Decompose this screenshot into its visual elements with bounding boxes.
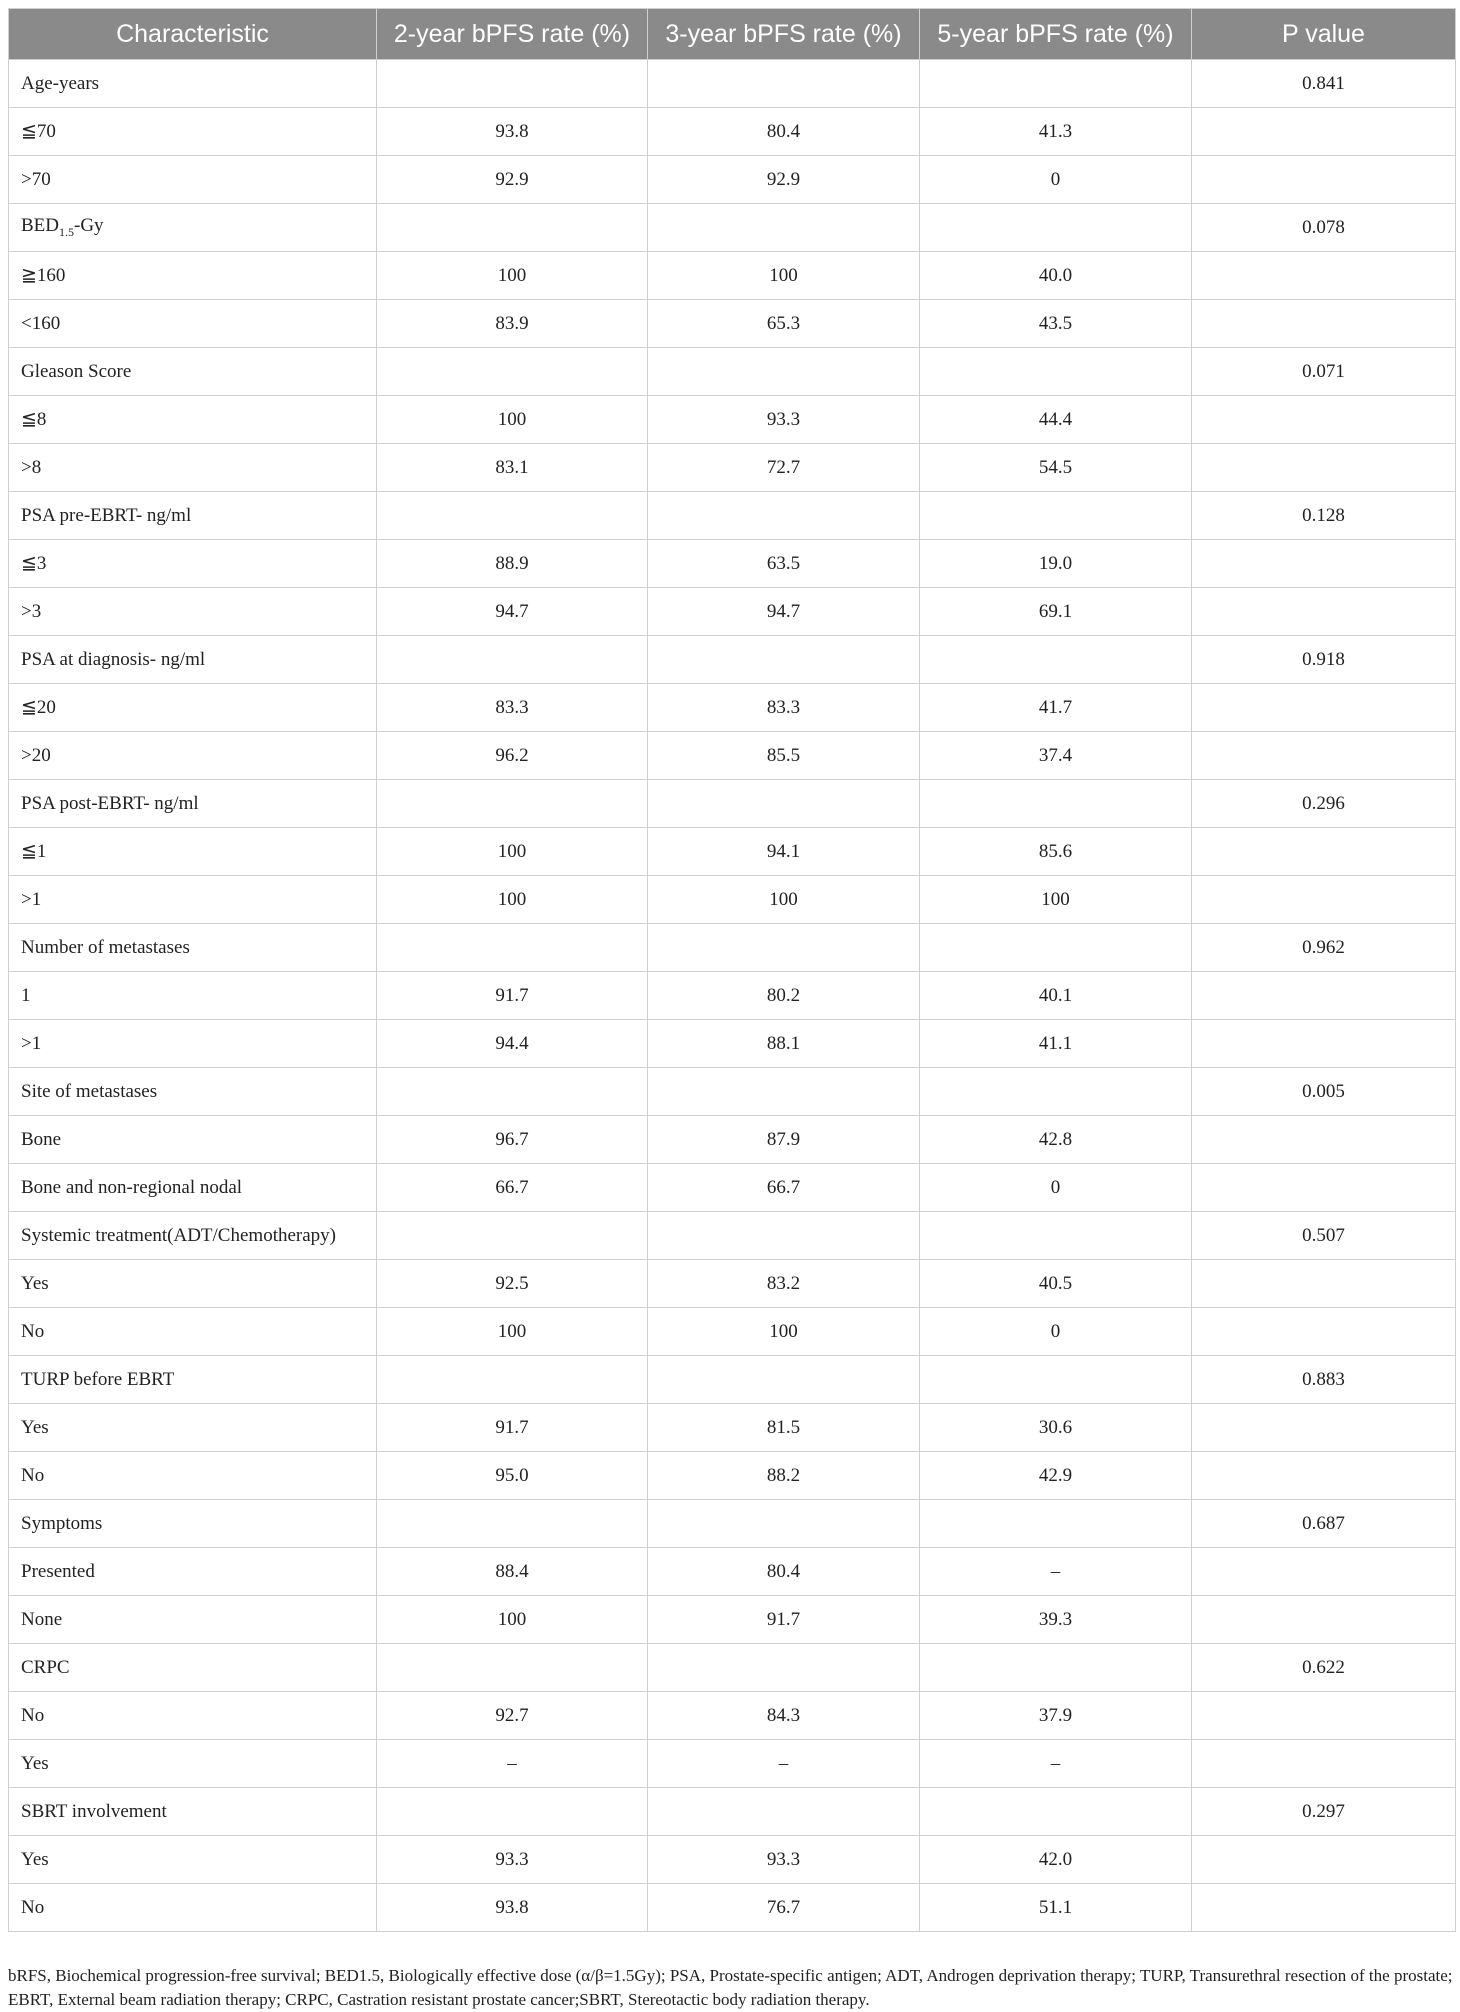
table-row	[9, 108, 1456, 156]
cell-2-year: 94.7	[377, 588, 648, 636]
cell-2-year: 83.1	[377, 444, 648, 492]
row-label: >1	[9, 1020, 377, 1068]
row-label: ≦70	[9, 108, 377, 156]
table-row	[9, 348, 1456, 396]
cell-5-year: 0	[920, 1308, 1192, 1356]
cell-5-year: 40.0	[920, 252, 1192, 300]
row-label: Site of metastases	[9, 1068, 377, 1116]
cell-p-value: 0.622	[1192, 1644, 1456, 1692]
cell-5-year: –	[920, 1740, 1192, 1788]
cell-5-year: 39.3	[920, 1596, 1192, 1644]
row-label: PSA at diagnosis- ng/ml	[9, 636, 377, 684]
row-label: >8	[9, 444, 377, 492]
table-row	[9, 252, 1456, 300]
cell-5-year	[920, 636, 1192, 684]
cell-5-year: 42.0	[920, 1836, 1192, 1884]
row-label: <160	[9, 300, 377, 348]
cell-3-year	[648, 924, 920, 972]
row-label: Presented	[9, 1548, 377, 1596]
table-row	[9, 396, 1456, 444]
row-label: Symptoms	[9, 1500, 377, 1548]
cell-p-value	[1192, 588, 1456, 636]
cell-2-year	[377, 1788, 648, 1836]
table-row	[9, 1740, 1456, 1788]
cell-3-year: 76.7	[648, 1884, 920, 1932]
row-label: Yes	[9, 1404, 377, 1452]
cell-2-year: 100	[377, 828, 648, 876]
table-row	[9, 204, 1456, 252]
cell-2-year	[377, 1644, 648, 1692]
cell-p-value: 0.296	[1192, 780, 1456, 828]
cell-3-year: 84.3	[648, 1692, 920, 1740]
cell-p-value	[1192, 1548, 1456, 1596]
cell-p-value: 0.918	[1192, 636, 1456, 684]
cell-3-year	[648, 780, 920, 828]
cell-p-value	[1192, 1308, 1456, 1356]
cell-2-year: 100	[377, 1596, 648, 1644]
cell-p-value: 0.078	[1192, 204, 1456, 252]
cell-5-year: 41.3	[920, 108, 1192, 156]
row-label: No	[9, 1308, 377, 1356]
row-label: Bone and non-regional nodal	[9, 1164, 377, 1212]
cell-5-year	[920, 780, 1192, 828]
cell-2-year: –	[377, 1740, 648, 1788]
cell-3-year	[648, 1500, 920, 1548]
table-row	[9, 1356, 1456, 1404]
row-label: >3	[9, 588, 377, 636]
cell-p-value: 0.071	[1192, 348, 1456, 396]
table-row	[9, 636, 1456, 684]
cell-3-year	[648, 1788, 920, 1836]
cell-5-year	[920, 1356, 1192, 1404]
cell-3-year: 65.3	[648, 300, 920, 348]
table-row	[9, 1212, 1456, 1260]
cell-p-value	[1192, 1692, 1456, 1740]
table-row	[9, 828, 1456, 876]
cell-2-year	[377, 1356, 648, 1404]
cell-p-value	[1192, 396, 1456, 444]
row-label: No	[9, 1452, 377, 1500]
table-row	[9, 588, 1456, 636]
cell-p-value: 0.297	[1192, 1788, 1456, 1836]
cell-p-value	[1192, 1596, 1456, 1644]
cell-3-year	[648, 1644, 920, 1692]
table-row	[9, 1548, 1456, 1596]
table-row	[9, 684, 1456, 732]
cell-2-year	[377, 1068, 648, 1116]
row-label: No	[9, 1692, 377, 1740]
bed-label-base: BED	[21, 215, 59, 237]
cell-3-year: –	[648, 1740, 920, 1788]
row-label: Age-years	[9, 60, 377, 108]
cell-2-year	[377, 636, 648, 684]
row-label: SBRT involvement	[9, 1788, 377, 1836]
cell-3-year: 93.3	[648, 1836, 920, 1884]
table-row	[9, 732, 1456, 780]
cell-2-year	[377, 1212, 648, 1260]
cell-5-year	[920, 1068, 1192, 1116]
cell-2-year: 93.8	[377, 1884, 648, 1932]
row-label: ≦3	[9, 540, 377, 588]
cell-3-year: 94.7	[648, 588, 920, 636]
cell-p-value	[1192, 1836, 1456, 1884]
table-body	[9, 60, 1456, 1932]
header-p-value: P value	[1192, 9, 1456, 60]
cell-p-value	[1192, 1404, 1456, 1452]
row-label: None	[9, 1596, 377, 1644]
row-label: >20	[9, 732, 377, 780]
cell-p-value	[1192, 108, 1456, 156]
cell-5-year: 42.9	[920, 1452, 1192, 1500]
cell-p-value	[1192, 1260, 1456, 1308]
cell-p-value	[1192, 684, 1456, 732]
cell-2-year	[377, 924, 648, 972]
cell-2-year	[377, 60, 648, 108]
table-row	[9, 1308, 1456, 1356]
bed-label-suffix: -Gy	[74, 215, 104, 237]
table-row	[9, 1836, 1456, 1884]
cell-5-year	[920, 1788, 1192, 1836]
cell-3-year: 100	[648, 876, 920, 924]
row-label: Yes	[9, 1260, 377, 1308]
row-label: ≧160	[9, 252, 377, 300]
cell-p-value	[1192, 252, 1456, 300]
table-row	[9, 1500, 1456, 1548]
cell-3-year: 83.2	[648, 1260, 920, 1308]
cell-5-year: 44.4	[920, 396, 1192, 444]
cell-3-year	[648, 1212, 920, 1260]
cell-3-year: 81.5	[648, 1404, 920, 1452]
cell-2-year: 100	[377, 252, 648, 300]
cell-5-year	[920, 492, 1192, 540]
table-row	[9, 780, 1456, 828]
table-row	[9, 972, 1456, 1020]
row-label: Number of metastases	[9, 924, 377, 972]
cell-5-year	[920, 1500, 1192, 1548]
cell-2-year: 92.5	[377, 1260, 648, 1308]
cell-p-value: 0.841	[1192, 60, 1456, 108]
row-label: Yes	[9, 1740, 377, 1788]
row-label: TURP before EBRT	[9, 1356, 377, 1404]
table-row	[9, 1452, 1456, 1500]
cell-p-value	[1192, 1884, 1456, 1932]
table-row	[9, 540, 1456, 588]
cell-3-year	[648, 348, 920, 396]
row-label: PSA post-EBRT- ng/ml	[9, 780, 377, 828]
cell-5-year: 40.1	[920, 972, 1192, 1020]
cell-p-value	[1192, 876, 1456, 924]
row-label	[9, 204, 377, 252]
cell-p-value	[1192, 1740, 1456, 1788]
bpfs-table	[8, 8, 1456, 1932]
cell-2-year: 91.7	[377, 1404, 648, 1452]
cell-3-year	[648, 60, 920, 108]
cell-2-year: 96.2	[377, 732, 648, 780]
cell-p-value	[1192, 300, 1456, 348]
cell-p-value	[1192, 1164, 1456, 1212]
row-label: 1	[9, 972, 377, 1020]
cell-3-year	[648, 636, 920, 684]
cell-p-value	[1192, 444, 1456, 492]
cell-3-year	[648, 204, 920, 252]
row-label: CRPC	[9, 1644, 377, 1692]
row-label: >70	[9, 156, 377, 204]
cell-5-year	[920, 1644, 1192, 1692]
cell-5-year: 43.5	[920, 300, 1192, 348]
row-label: ≦20	[9, 684, 377, 732]
cell-5-year: 30.6	[920, 1404, 1192, 1452]
cell-5-year	[920, 1212, 1192, 1260]
cell-p-value	[1192, 1116, 1456, 1164]
header-3-year: 3-year bPFS rate (%)	[648, 9, 920, 60]
cell-2-year: 92.7	[377, 1692, 648, 1740]
table-row	[9, 1260, 1456, 1308]
cell-5-year: 41.1	[920, 1020, 1192, 1068]
row-label: >1	[9, 876, 377, 924]
row-label: Systemic treatment(ADT/Chemotherapy)	[9, 1212, 377, 1260]
row-label: No	[9, 1884, 377, 1932]
cell-5-year: 37.4	[920, 732, 1192, 780]
cell-2-year: 93.3	[377, 1836, 648, 1884]
table-row	[9, 876, 1456, 924]
cell-5-year: 51.1	[920, 1884, 1192, 1932]
cell-2-year	[377, 204, 648, 252]
cell-2-year: 93.8	[377, 108, 648, 156]
cell-2-year: 88.9	[377, 540, 648, 588]
cell-5-year: 69.1	[920, 588, 1192, 636]
cell-2-year: 95.0	[377, 1452, 648, 1500]
table-row	[9, 1788, 1456, 1836]
table-row	[9, 1068, 1456, 1116]
cell-3-year: 72.7	[648, 444, 920, 492]
cell-p-value	[1192, 732, 1456, 780]
cell-3-year: 66.7	[648, 1164, 920, 1212]
table-row	[9, 492, 1456, 540]
bed-label-subscript: 1.5	[59, 224, 74, 239]
table-row	[9, 1020, 1456, 1068]
table-row	[9, 1404, 1456, 1452]
cell-p-value: 0.005	[1192, 1068, 1456, 1116]
cell-5-year	[920, 204, 1192, 252]
cell-5-year: 0	[920, 1164, 1192, 1212]
table-row	[9, 444, 1456, 492]
cell-5-year	[920, 348, 1192, 396]
header-2-year: 2-year bPFS rate (%)	[377, 9, 648, 60]
cell-3-year	[648, 1068, 920, 1116]
cell-3-year: 87.9	[648, 1116, 920, 1164]
cell-5-year: 42.8	[920, 1116, 1192, 1164]
cell-5-year: 19.0	[920, 540, 1192, 588]
cell-2-year: 100	[377, 1308, 648, 1356]
row-label: Gleason Score	[9, 348, 377, 396]
cell-2-year: 66.7	[377, 1164, 648, 1212]
results-table-container	[8, 8, 1455, 1932]
cell-2-year: 92.9	[377, 156, 648, 204]
cell-3-year: 63.5	[648, 540, 920, 588]
row-label: ≦8	[9, 396, 377, 444]
cell-3-year: 80.2	[648, 972, 920, 1020]
cell-5-year: 85.6	[920, 828, 1192, 876]
cell-3-year	[648, 1356, 920, 1404]
cell-p-value: 0.128	[1192, 492, 1456, 540]
cell-3-year: 85.5	[648, 732, 920, 780]
cell-2-year	[377, 780, 648, 828]
table-row	[9, 1116, 1456, 1164]
cell-2-year	[377, 1500, 648, 1548]
table-row	[9, 156, 1456, 204]
cell-3-year: 94.1	[648, 828, 920, 876]
cell-2-year: 96.7	[377, 1116, 648, 1164]
cell-5-year: 37.9	[920, 1692, 1192, 1740]
table-row	[9, 1644, 1456, 1692]
cell-3-year: 83.3	[648, 684, 920, 732]
cell-p-value	[1192, 828, 1456, 876]
cell-5-year: 41.7	[920, 684, 1192, 732]
cell-5-year	[920, 60, 1192, 108]
cell-3-year: 80.4	[648, 108, 920, 156]
cell-5-year: 0	[920, 156, 1192, 204]
cell-5-year: –	[920, 1548, 1192, 1596]
row-label: Bone	[9, 1116, 377, 1164]
table-row	[9, 1164, 1456, 1212]
cell-3-year: 100	[648, 252, 920, 300]
table-row	[9, 1692, 1456, 1740]
cell-2-year	[377, 348, 648, 396]
cell-2-year: 91.7	[377, 972, 648, 1020]
cell-p-value	[1192, 1020, 1456, 1068]
cell-2-year: 100	[377, 396, 648, 444]
cell-5-year: 100	[920, 876, 1192, 924]
table-row	[9, 300, 1456, 348]
cell-3-year: 92.9	[648, 156, 920, 204]
header-row	[9, 9, 1456, 60]
cell-p-value	[1192, 540, 1456, 588]
table-row	[9, 1884, 1456, 1932]
cell-5-year: 54.5	[920, 444, 1192, 492]
cell-2-year: 94.4	[377, 1020, 648, 1068]
cell-3-year: 93.3	[648, 396, 920, 444]
cell-3-year: 88.1	[648, 1020, 920, 1068]
row-label: Yes	[9, 1836, 377, 1884]
cell-5-year	[920, 924, 1192, 972]
cell-2-year: 88.4	[377, 1548, 648, 1596]
table-row	[9, 1596, 1456, 1644]
table-footnote: bRFS, Biochemical progression-free survival; BED1.5, Biologically effective dose (α/β=1.5Gy); PSA, Prostate-specific antigen; ADT, Androgen deprivation therapy; TURP, Transurethral resection of the prostate; EBRT, External beam radiation therapy; CRPC, Castration resistant prostate cancer;SBRT, Stereotactic body radiation therapy.	[8, 1966, 1453, 2009]
table-row	[9, 924, 1456, 972]
cell-2-year	[377, 492, 648, 540]
cell-p-value	[1192, 1452, 1456, 1500]
cell-p-value	[1192, 972, 1456, 1020]
cell-2-year: 100	[377, 876, 648, 924]
cell-3-year: 91.7	[648, 1596, 920, 1644]
cell-p-value: 0.962	[1192, 924, 1456, 972]
cell-3-year: 80.4	[648, 1548, 920, 1596]
row-label: ≦1	[9, 828, 377, 876]
cell-p-value: 0.507	[1192, 1212, 1456, 1260]
cell-5-year: 40.5	[920, 1260, 1192, 1308]
cell-2-year: 83.9	[377, 300, 648, 348]
cell-3-year: 100	[648, 1308, 920, 1356]
cell-3-year: 88.2	[648, 1452, 920, 1500]
row-label: PSA pre-EBRT- ng/ml	[9, 492, 377, 540]
cell-p-value: 0.687	[1192, 1500, 1456, 1548]
header-5-year: 5-year bPFS rate (%)	[920, 9, 1192, 60]
cell-p-value: 0.883	[1192, 1356, 1456, 1404]
cell-p-value	[1192, 156, 1456, 204]
table-row	[9, 60, 1456, 108]
cell-2-year: 83.3	[377, 684, 648, 732]
cell-3-year	[648, 492, 920, 540]
header-characteristic: Characteristic	[9, 9, 377, 60]
